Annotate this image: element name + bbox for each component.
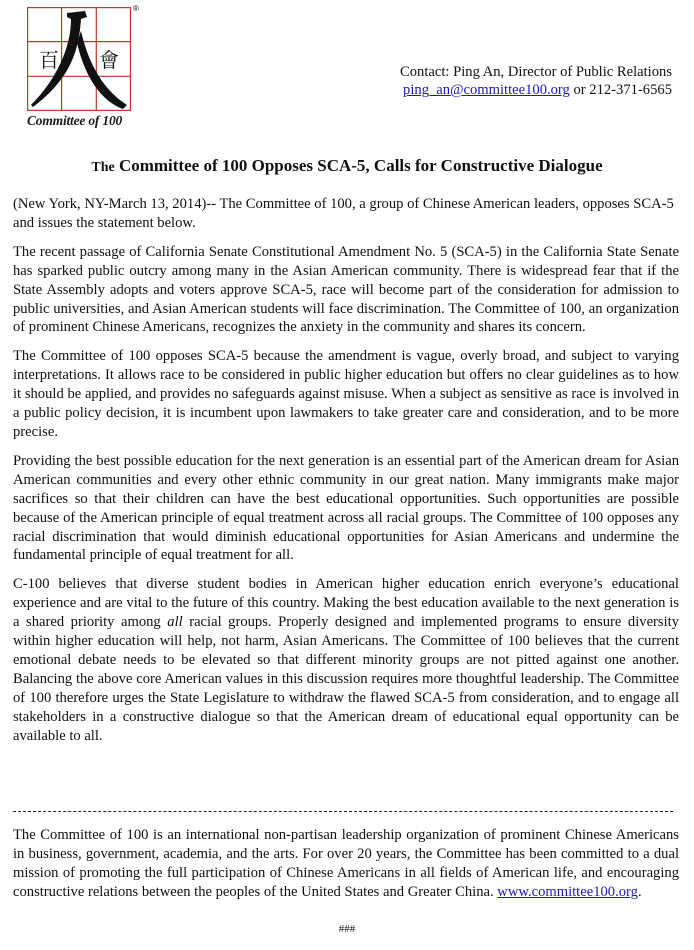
page-title: [0, 156, 694, 176]
body-paragraph: [13, 575, 679, 745]
logo-char-bai: 百: [39, 48, 59, 72]
emphasis-text: all: [167, 614, 183, 631]
contact-details: [400, 81, 672, 99]
about-text: The Committee of 100 is an international non-partisan leadership organization of prominent Chinese Americans in business, government, academia, and the arts. For over 20 years, the Committee has been committed to a dual mission of promoting the full participation of Chinese Americans in all fields of American life, and encouraging constructive relations between the peoples of the United States and Greater China.: [13, 827, 679, 900]
contact-separator: or: [569, 82, 590, 98]
title-prefix: The: [91, 160, 115, 175]
end-mark: ###: [338, 923, 356, 935]
body-paragraph: Providing the best possible education for the next generation is an essential part of the American dream for Asian American communities and every other ethnic community in our great nation. Many immigrants make major sacrifices so that their children can have the best educational opportunities. Such opportunities are possible because of the American principle of equal treatment across all racial groups. The Committee of 100 opposes any racial discrimination that would diminish educational opportunities for Asian Americans and undermine the fundamental principle of equal treatment for all.: [13, 452, 679, 564]
dateline-paragraph: (New York, NY-March 13, 2014)-- The Committee of 100, a group of Chinese American leaders, opposes SCA-5 and issues the statement below.: [13, 196, 674, 231]
contact-email-link[interactable]: ping_an@committee100.org: [403, 82, 570, 98]
contact-block: [400, 63, 672, 99]
paragraph-text: racial groups. Properly designed and implemented programs to ensure diversity within higher education will help, not harm, Asian Americans. The Committee of 100 believes that the current emotional debate needs to be elevated so that different minority groups are not pitted against one another. Balancing the above core American values in this discussion requires more thoughtful leadership. The Committee of 100 therefore urges the State Legislature to withdraw the flawed SCA-5 from consideration, and to engage all stakeholders in a constructive dialogue so that the American dream of educational equal opportunity can be available to all.: [13, 614, 679, 744]
website-link[interactable]: www.committee100.org: [497, 883, 638, 900]
about-period: .: [637, 883, 642, 900]
contact-phone: 212-371-6565: [589, 82, 672, 98]
registered-mark: ®: [133, 4, 139, 13]
body-paragraph: The recent passage of California Senate Constitutional Amendment No. 5 (SCA-5) in the California State Senate has sparked public outcry among many in the Asian American community. There is widespread fear that if the State Assembly adopts and voters approve SCA-5, race will become part of the consideration for admission to public universities, and Asian American students will face discrimination. The Committee of 100, an organization of prominent Chinese Americans, recognizes the anxiety in the community and shares its concern.: [13, 243, 679, 336]
logo-grid-icon: [27, 7, 131, 111]
paragraph-text: C-100 believes that diverse student bodies in American higher education enrich everyone’s educational experience and are vital to the future of this country. Making the best education available to the next generation is a shared priority among: [13, 576, 679, 631]
committee-of-100-logo: [27, 7, 131, 111]
title-main: Committee of 100 Opposes SCA-5, Calls for Constructive Dialogue: [114, 156, 603, 175]
dashed-divider: [13, 811, 673, 812]
logo-char-hui: 會: [99, 48, 119, 72]
about-paragraph: [13, 826, 679, 902]
logo-caption: Committee of 100: [27, 113, 123, 128]
body-paragraph: The Committee of 100 opposes SCA-5 because the amendment is vague, overly broad, and subject to varying interpretations. It allows race to be considered in public higher education but offers no clear guidelines as to how it should be applied, and provides no safeguards against misuse. When a subject as sensitive as race is involved in a public policy decision, it is incumbent upon lawmakers to take greater care and consideration, and to be more precise.: [13, 348, 679, 440]
press-release-body: [13, 195, 679, 755]
contact-line: Contact: Ping An, Director of Public Relations: [400, 64, 672, 80]
